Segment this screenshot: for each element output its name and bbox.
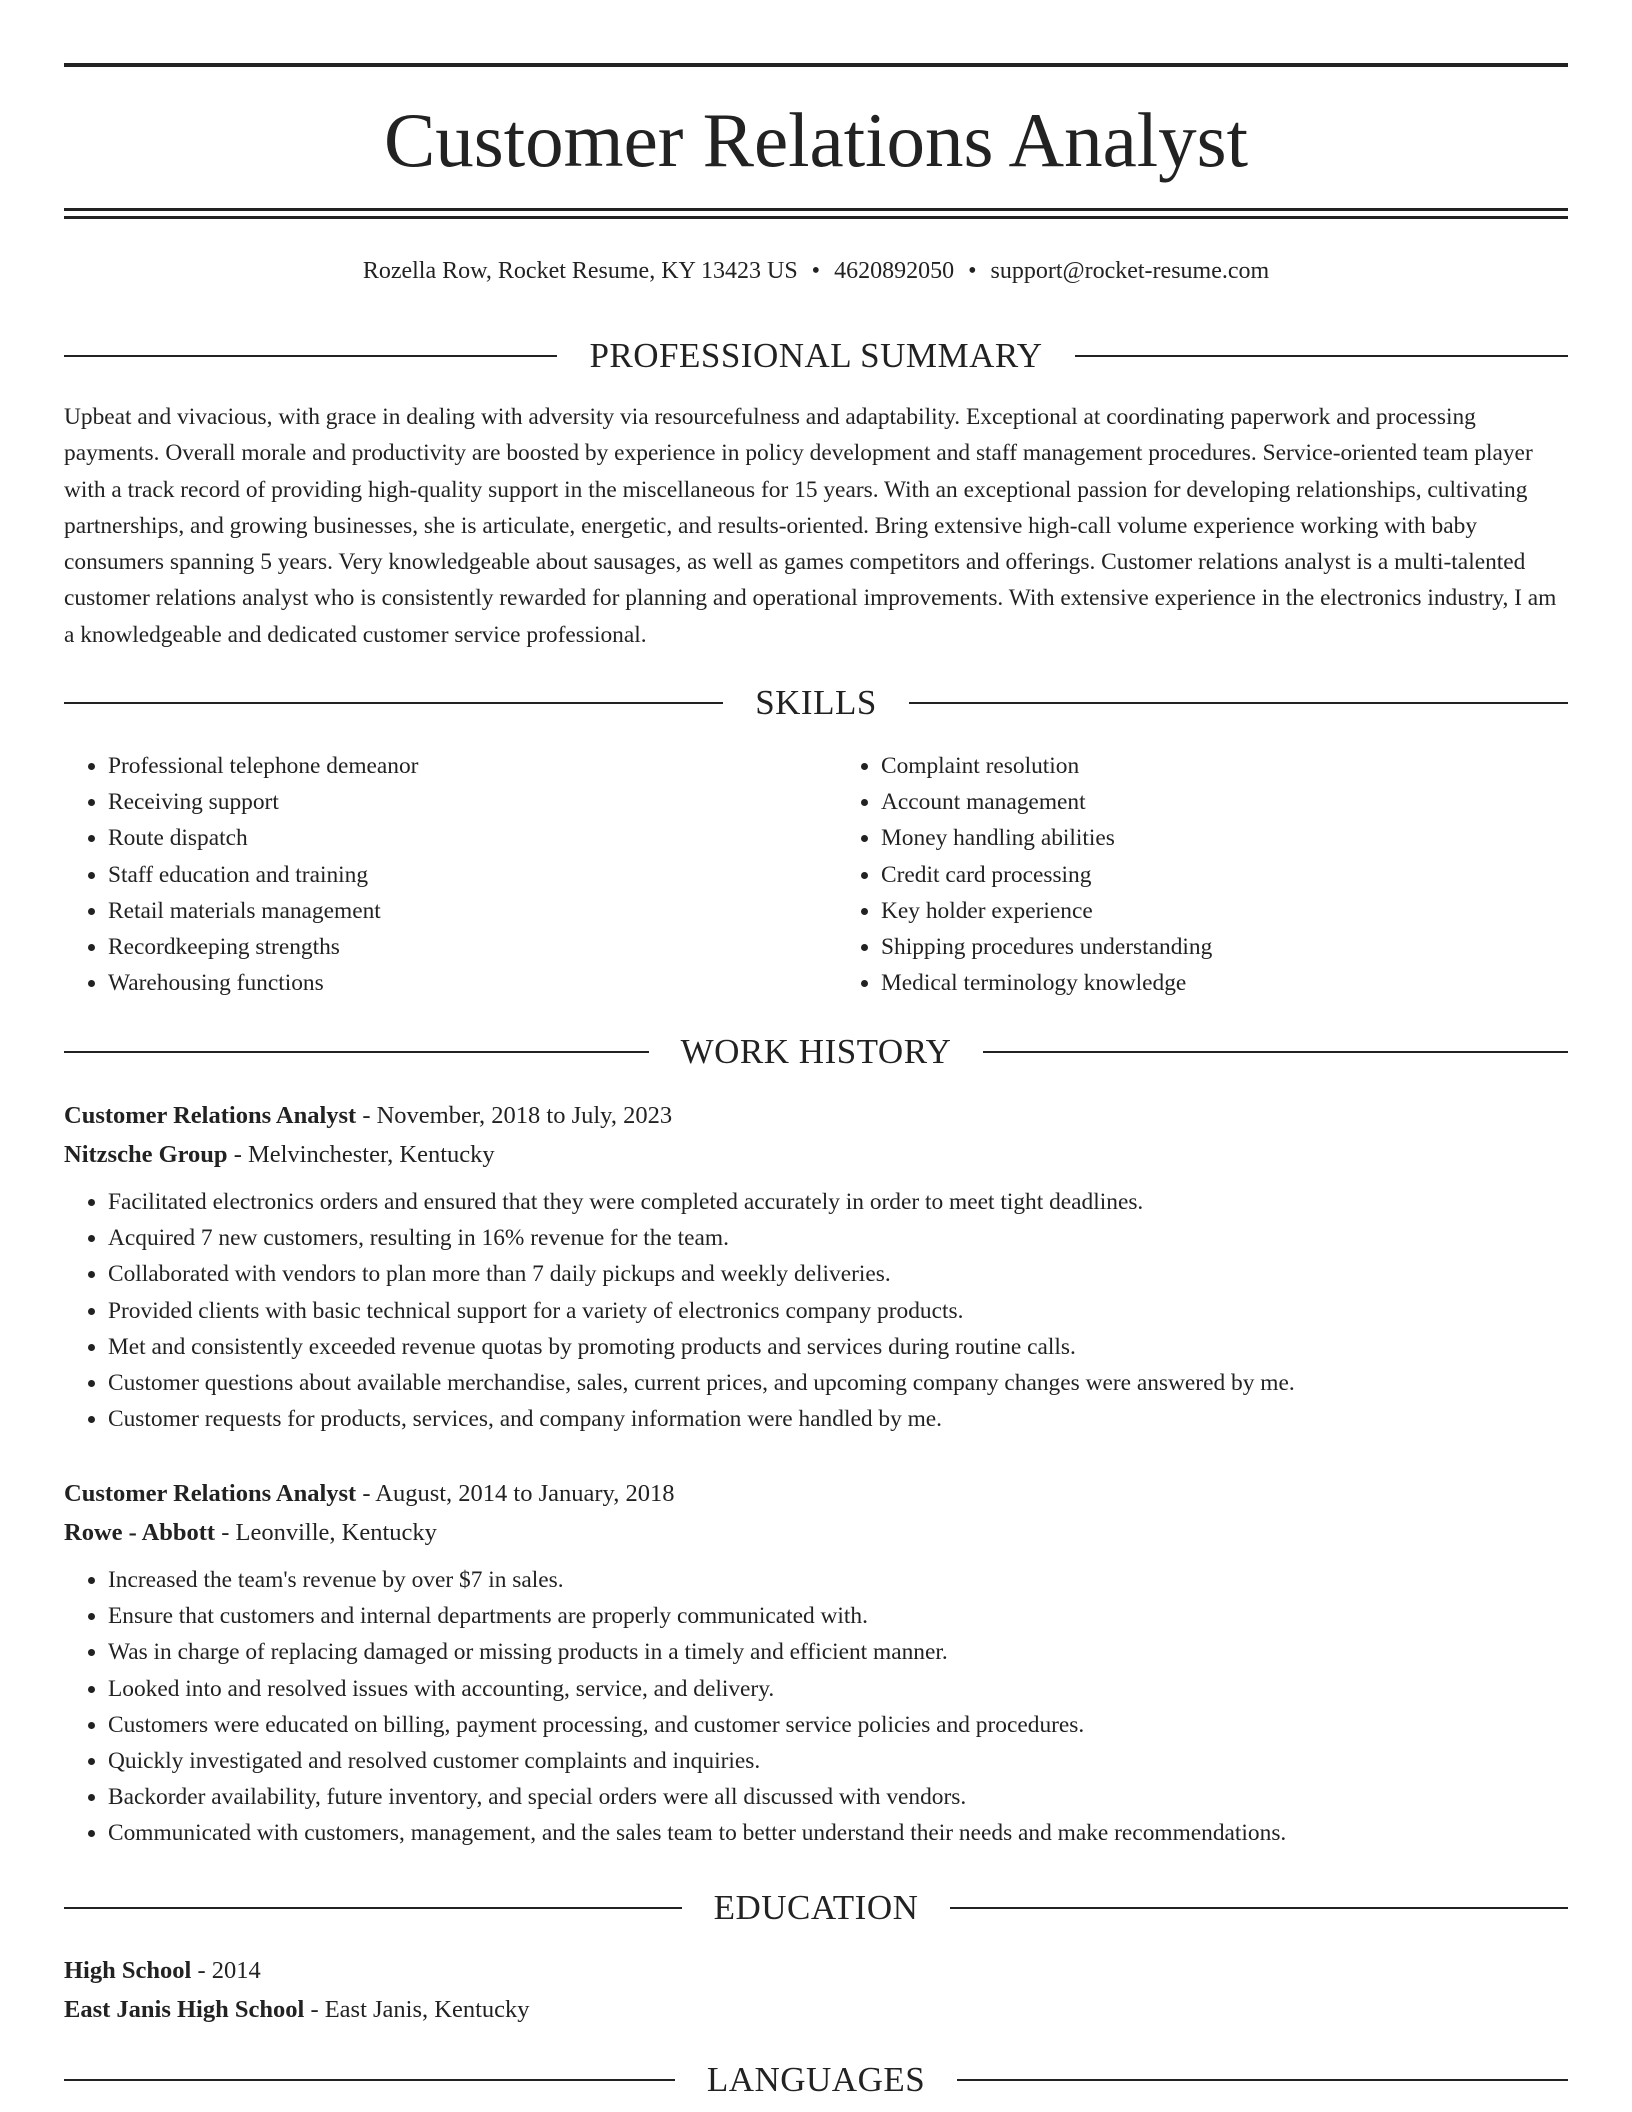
summary-heading: PROFESSIONAL SUMMARY (589, 336, 1043, 375)
job-bullet: • Met and consistently exceeded revenue quotas by promoting products and services during routine calls. (108, 1329, 1568, 1365)
job-bullets (64, 1184, 1568, 1437)
job-bullet: • Looked into and resolved issues with accounting, service, and delivery. (108, 1671, 1568, 1707)
job-location: - Leonville, Kentucky (215, 1519, 437, 1546)
job-company: Rowe - Abbott (64, 1519, 216, 1546)
job-bullet: • Customer questions about available merchandise, sales, current prices, and upcoming company changes were answered by me. (108, 1365, 1568, 1401)
skill-item: • Money handling abilities (881, 820, 1568, 856)
job-bullets (64, 1562, 1568, 1852)
job-location: - Melvinchester, Kentucky (227, 1141, 495, 1168)
job-bullet: • Provided clients with basic technical support for a variety of electronics company products. (108, 1293, 1568, 1329)
skill-item: • Credit card processing (881, 857, 1568, 893)
section-rule (1075, 355, 1568, 357)
skill-item: • Key holder experience (881, 893, 1568, 929)
skill-item: • Warehousing functions (108, 965, 795, 1001)
section-rule (64, 1051, 649, 1053)
job-bullet: • Backorder availability, future inventory, and special orders were all discussed with vendors. (108, 1779, 1568, 1815)
section-rule (64, 702, 723, 704)
contact-email: support@rocket-resume.com (990, 258, 1270, 284)
skill-item: • Receiving support (108, 784, 795, 820)
skills-heading: SKILLS (755, 683, 877, 722)
skills-column-right (795, 748, 1568, 1001)
job-entry (64, 1474, 1568, 1852)
work-section-header (64, 1030, 1568, 1074)
education-degree-line (64, 1951, 1568, 1990)
skill-item: • Route dispatch (108, 820, 795, 856)
skill-item: • Retail materials management (108, 893, 795, 929)
job-title: Customer Relations Analyst (64, 1102, 357, 1129)
job-bullet: • Collaborated with vendors to plan more than 7 daily pickups and weekly deliveries. (108, 1256, 1568, 1292)
contact-address: Rozella Row, Rocket Resume, KY 13423 US (362, 258, 798, 284)
skills-section-header (64, 681, 1568, 725)
title-rule-lower (64, 216, 1568, 219)
education-section-header (64, 1886, 1568, 1930)
skill-item: • Shipping procedures understanding (881, 929, 1568, 965)
skill-item: • Staff education and training (108, 857, 795, 893)
education-year: - 2014 (191, 1957, 261, 1984)
contact-line (64, 254, 1568, 288)
top-rule (64, 63, 1568, 67)
title-rule-upper (64, 208, 1568, 211)
work-heading: WORK HISTORY (680, 1032, 952, 1071)
job-bullet: • Acquired 7 new customers, resulting in 16% revenue for the team. (108, 1220, 1568, 1256)
job-title: Customer Relations Analyst (64, 1480, 357, 1507)
languages-heading: LANGUAGES (706, 2060, 926, 2099)
skill-item: • Medical terminology knowledge (881, 965, 1568, 1001)
skill-item: • Account management (881, 784, 1568, 820)
section-rule (983, 1051, 1568, 1053)
education-entry (64, 1951, 1568, 2029)
job-bullet: • Communicated with customers, management, and the sales team to better understand their needs and make recommendations. (108, 1815, 1568, 1851)
skill-item: • Recordkeeping strengths (108, 929, 795, 965)
education-school: East Janis High School (64, 1996, 305, 2023)
job-company: Nitzsche Group (64, 1141, 228, 1168)
languages-section-header (64, 2058, 1568, 2102)
job-bullet: • Was in charge of replacing damaged or missing products in a timely and efficient manner. (108, 1634, 1568, 1670)
skills-list (64, 748, 1568, 1001)
job-dates: - November, 2018 to July, 2023 (356, 1102, 673, 1129)
section-rule (909, 702, 1568, 704)
contact-separator: • (811, 258, 821, 284)
job-company-line (64, 1513, 1568, 1552)
job-bullet: • Facilitated electronics orders and ensured that they were completed accurately in order to meet tight deadlines. (108, 1184, 1568, 1220)
section-rule (950, 1907, 1568, 1909)
section-rule (64, 355, 557, 357)
resume-title: Customer Relations Analyst (383, 97, 1249, 183)
job-entry (64, 1096, 1568, 1437)
job-bullet: • Ensure that customers and internal departments are properly communicated with. (108, 1598, 1568, 1634)
section-rule (64, 1907, 682, 1909)
job-bullet: • Customer requests for products, services, and company information were handled by me. (108, 1401, 1568, 1437)
section-rule (957, 2079, 1568, 2081)
job-bullet: • Quickly investigated and resolved customer complaints and inquiries. (108, 1743, 1568, 1779)
education-school-line (64, 1990, 1568, 2029)
skill-item: • Professional telephone demeanor (108, 748, 795, 784)
education-location: - East Janis, Kentucky (304, 1996, 530, 2023)
skills-column-left (64, 748, 795, 1001)
contact-phone: 4620892050 (834, 258, 955, 284)
summary-section-header (64, 334, 1568, 378)
section-rule (64, 2079, 675, 2081)
skill-item: • Complaint resolution (881, 748, 1568, 784)
job-dates: - August, 2014 to January, 2018 (356, 1480, 675, 1507)
job-company-line (64, 1135, 1568, 1174)
contact-separator: • (968, 258, 977, 284)
education-heading: EDUCATION (713, 1888, 919, 1927)
job-bullet: • Customers were educated on billing, payment processing, and customer service policies and procedures. (108, 1707, 1568, 1743)
summary-text: Upbeat and vivacious, with grace in dealing with adversity via resourcefulness and adaptability. Exceptional at coordinating paperwork and processing payments. Overall morale and productivity are boosted by experience in policy development and staff management procedures. Service-oriented team player with a track record of providing high-quality support in the miscellaneous for 15 years. With an exceptional passion for developing relationships, cultivating partnerships, and growing businesses, she is articulate, energetic, and results-oriented. Bring extensive high-call volume experience working with baby consumers spanning 5 years. Very knowledgeable about sausages, as well as games competitors and offerings. Customer relations analyst is a multi-talented customer relations analyst who is consistently rewarded for planning and operational improvements. With extensive experience in the electronics industry, I am a knowledgeable and dedicated customer service professional. (64, 404, 1557, 648)
job-bullet: • Increased the team's revenue by over $7 in sales. (108, 1562, 1568, 1598)
job-title-line (64, 1096, 1568, 1135)
education-degree: High School (64, 1957, 192, 1984)
job-title-line (64, 1474, 1568, 1513)
